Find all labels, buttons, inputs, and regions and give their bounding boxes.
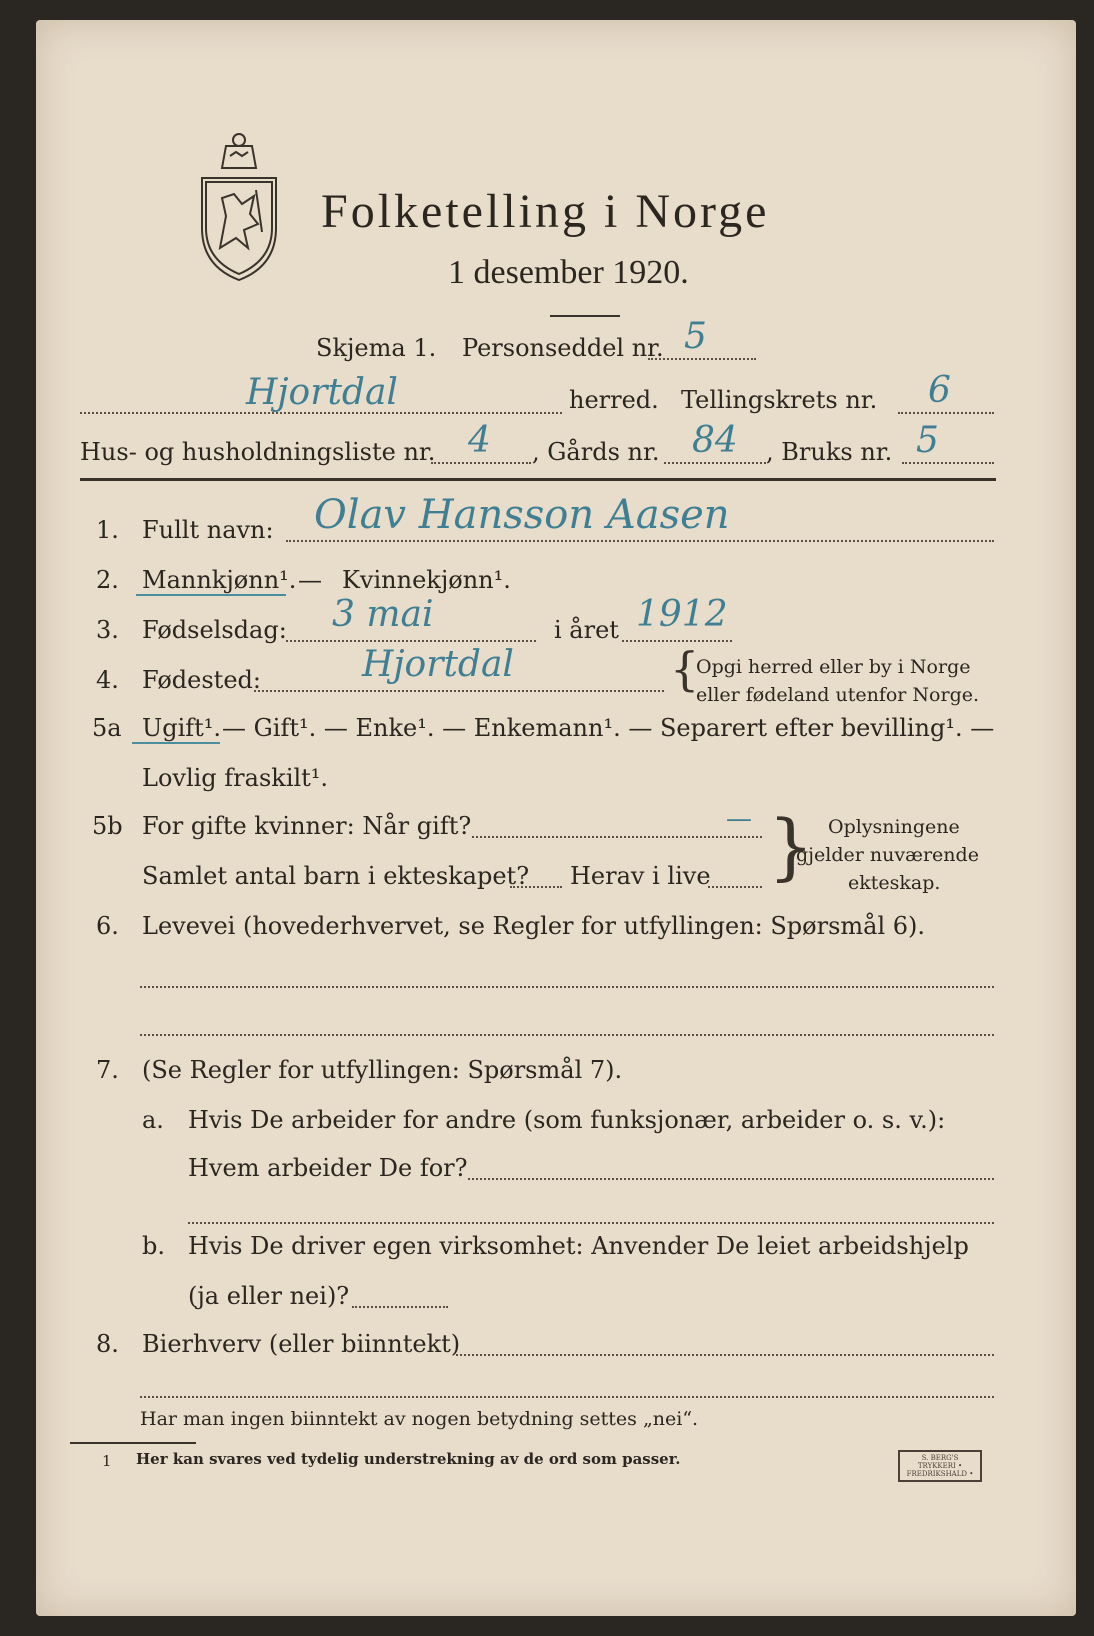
- q3-day-line: [286, 640, 536, 642]
- q1-full-name-value: Olav Hansson Aasen: [314, 492, 730, 538]
- income-note: Har man ingen biinntekt av nogen betydning settes „nei“.: [140, 1408, 699, 1430]
- q3-number: 3.: [96, 616, 119, 644]
- q5a-line2: Lovlig fraskilt¹.: [142, 764, 329, 792]
- printer-stamp: S. BERG'S TRYKKERI • FREDRIKSHALD •: [898, 1450, 982, 1482]
- q5a-ugift-underline: [132, 742, 220, 744]
- q6-label: Levevei (hovederhvervet, se Regler for utfyllingen: Spørsmål 6).: [142, 912, 926, 940]
- q5a-ugift-option: Ugift¹.: [142, 714, 222, 742]
- q7b-number: b.: [142, 1232, 165, 1260]
- q7a-number: a.: [142, 1106, 164, 1134]
- header-rule: [80, 478, 996, 481]
- q5b-note1: Oplysningene: [828, 816, 960, 838]
- q5b-line2b: Herav i live: [570, 862, 711, 890]
- census-form-paper: [36, 20, 1076, 1616]
- q7a-line1: Hvis De arbeider for andre (som funksjonær, arbeider o. s. v.):: [188, 1106, 946, 1134]
- q4-birthplace-value: Hjortdal: [362, 644, 514, 685]
- q2-male-underline: [136, 594, 286, 596]
- q8-line1: [456, 1354, 994, 1356]
- herred-label: herred.: [569, 386, 659, 414]
- q2-female-option: Kvinnekjønn¹.: [342, 566, 511, 594]
- q7b-line1: Hvis De driver egen virksomhet: Anvender De leiet arbeidshjelp: [188, 1232, 969, 1260]
- q7b-line2: (ja eller nei)?: [188, 1282, 350, 1310]
- q7a-line3-dots: [188, 1222, 994, 1224]
- skjema-label: Skjema 1.: [316, 334, 437, 362]
- gards-value: 84: [692, 420, 738, 461]
- q5b-number: 5b: [92, 812, 123, 840]
- q7-number: 7.: [96, 1056, 119, 1084]
- q3-day-value: 3 mai: [332, 594, 434, 635]
- q5b-line2: Samlet antal barn i ekteskapet?: [142, 862, 530, 890]
- q7a-line2-dots: [468, 1178, 994, 1180]
- q8-number: 8.: [96, 1330, 119, 1358]
- tellingskrets-value: 6: [928, 370, 951, 411]
- q6-line1: [140, 986, 994, 988]
- q5a-number: 5a: [92, 714, 122, 742]
- q6-number: 6.: [96, 912, 119, 940]
- tellingskrets-line: [898, 412, 994, 414]
- bruks-value: 5: [916, 420, 939, 461]
- q3-year-label: i året: [554, 616, 619, 644]
- q7a-line2: Hvem arbeider De for?: [188, 1154, 468, 1182]
- q1-line: [286, 540, 994, 542]
- q1-label: Fullt navn:: [142, 516, 274, 544]
- q7-label: (Se Regler for utfyllingen: Spørsmål 7).: [142, 1056, 623, 1084]
- q2-number: 2.: [96, 566, 119, 594]
- q2-separator: —: [298, 566, 322, 594]
- footnote-mark: 1: [102, 1452, 112, 1470]
- footnote-text: Her kan svares ved tydelig understrekning av de ord som passer.: [136, 1450, 681, 1468]
- husliste-label: Hus- og husholdningsliste nr.: [80, 438, 436, 466]
- q8-label: Bierhverv (eller biinntekt): [142, 1330, 461, 1358]
- husliste-value: 4: [468, 420, 491, 461]
- q4-note-line1: Opgi herred eller by i Norge: [696, 656, 971, 678]
- coat-of-arms-icon: [196, 128, 282, 284]
- gards-line: [664, 462, 766, 464]
- q5b-brace: }: [768, 804, 814, 888]
- q4-label: Fødested:: [142, 666, 261, 694]
- census-date: 1 desember 1920.: [448, 254, 689, 291]
- gards-label: , Gårds nr.: [532, 438, 660, 466]
- husliste-line: [431, 462, 531, 464]
- herred-value: Hjortdal: [246, 372, 398, 413]
- q5b-line1-dots: [472, 836, 762, 838]
- q5b-note2: gjelder nuværende: [796, 844, 979, 866]
- personseddel-line: [648, 358, 756, 360]
- q5b-note3: ekteskap.: [848, 872, 941, 894]
- personseddel-value: 5: [684, 316, 707, 357]
- title-divider: [550, 315, 620, 317]
- form-title: Folketelling i Norge: [321, 185, 770, 238]
- q3-label: Fødselsdag:: [142, 616, 287, 644]
- footnote-rule: [70, 1442, 196, 1444]
- q4-brace: {: [670, 642, 700, 696]
- q5a-other-options: — Gift¹. — Enke¹. — Enkemann¹. — Separert efter bevilling¹. —: [222, 714, 995, 742]
- personseddel-label: Personseddel nr.: [462, 334, 664, 362]
- bruks-label: , Bruks nr.: [766, 438, 893, 466]
- q3-year-value: 1912: [636, 594, 728, 635]
- bruks-line: [902, 462, 994, 464]
- q5b-line1-value: —: [726, 804, 752, 834]
- q4-note-line2: eller fødeland utenfor Norge.: [696, 684, 980, 706]
- q5b-line1: For gifte kvinner: Når gift?: [142, 812, 472, 840]
- q2-male-option: Mannkjønn¹.: [142, 566, 297, 594]
- q1-number: 1.: [96, 516, 119, 544]
- tellingskrets-label: Tellingskrets nr.: [681, 386, 878, 414]
- q8-line2: [140, 1396, 994, 1398]
- q4-line: [254, 690, 664, 692]
- q6-line2: [140, 1034, 994, 1036]
- q7b-line2-dots: [352, 1306, 448, 1308]
- q5b-line2b-dots: [708, 886, 762, 888]
- q5b-line2-dots: [510, 886, 562, 888]
- q4-number: 4.: [96, 666, 119, 694]
